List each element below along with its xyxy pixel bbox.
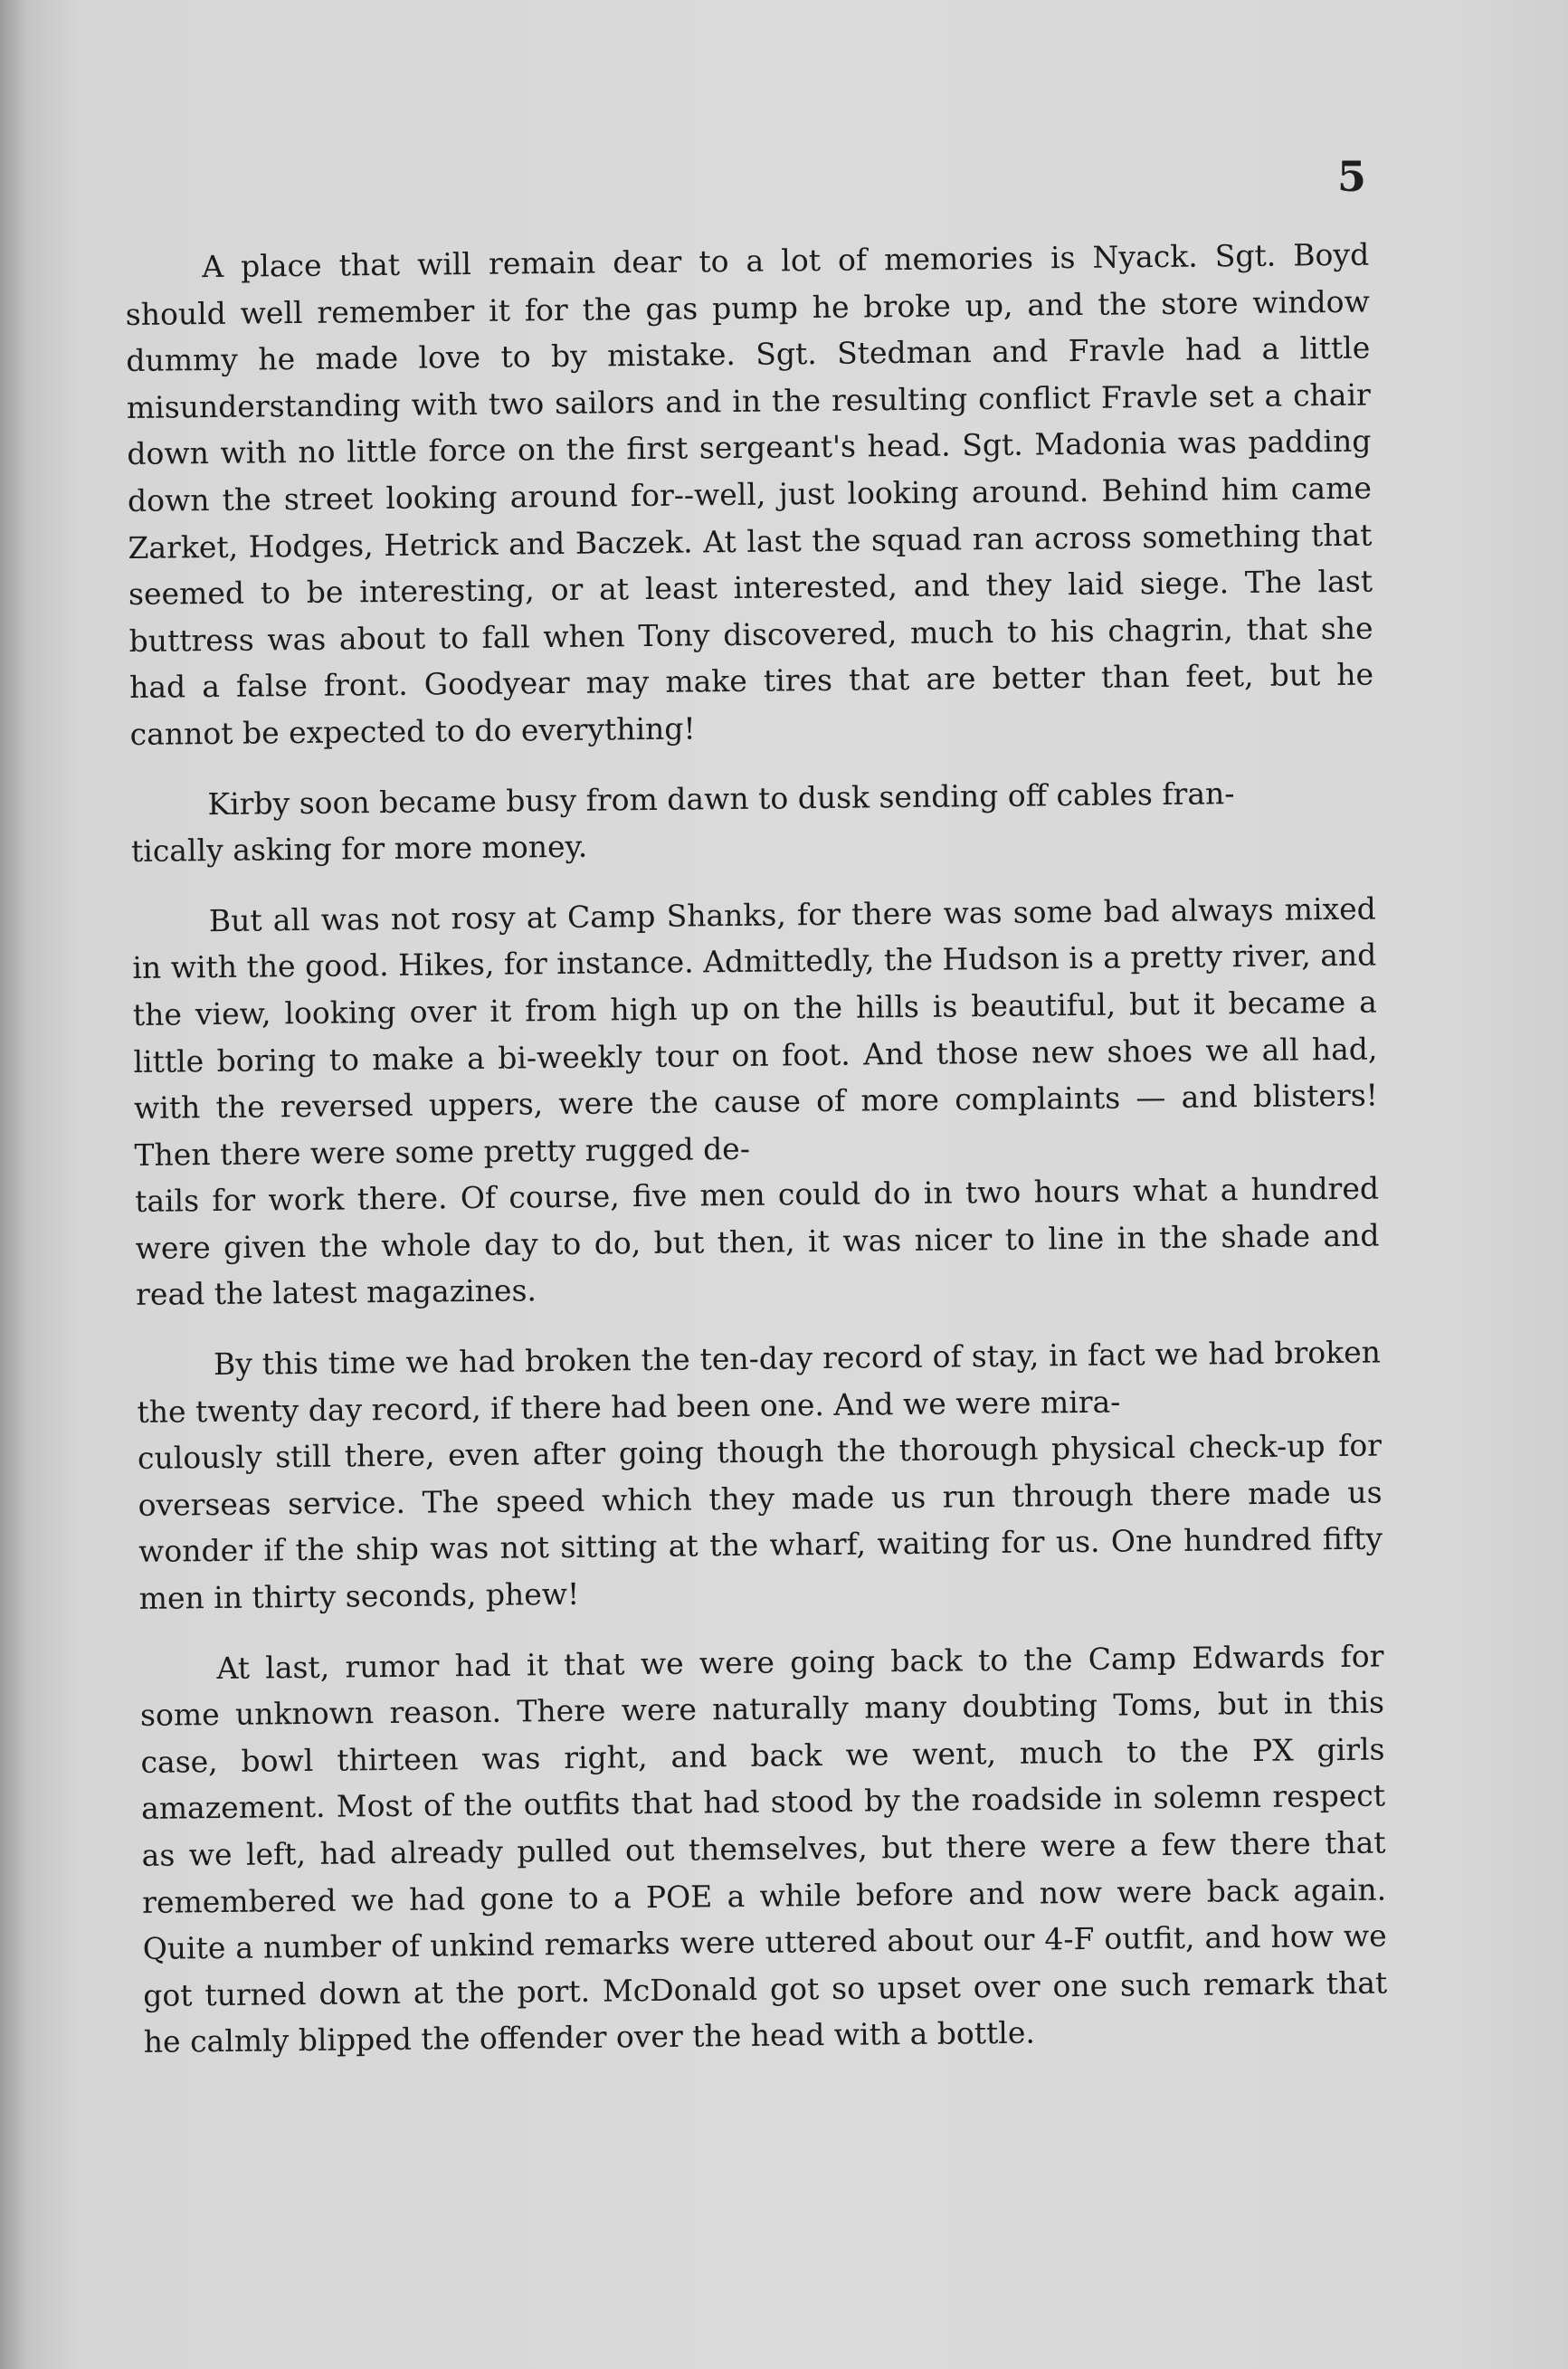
paragraph-record-stay: By this time we had broken the ten-day record of stay, in fact we had broken the twenty day record, if there had been one. And we were mira- culously still there, even after going though the thorough physical check-up for overseas service. The speed which they made us run through there made us wonder if the ship was not sitting at the wharf, waiting for us. One hundred fifty men in thirty seconds, phew! xyxy=(137,1334,1383,1616)
paragraph-nyack: A place that will remain dear to a lot of memories is Nyack. Sgt. Boyd should well remember it for the gas pump he broke up, and the store window dummy he made love to by mistake. Sgt. Stedman and Fravle had a little misunderstanding with two sailors and in the resulting conflict Fravle set a chair down with no little force on the first sergeant's head. Sgt. Madonia was padding down the street looking around for--well, just looking around. Behind him came Zarket, Hodges, Hetrick and Baczek. At last the squad ran across something that seemed to be interesting, or at least interested, and they laid siege. The last buttress was about to fall when Tony discovered, much to his chagrin, that she had a false front. Goodyear may make tires that are better than feet, but he cannot be expected to do everything! xyxy=(125,236,1374,752)
paragraph-kirby: Kirby soon became busy from dawn to dusk sending off cables fran- tically asking for more money. xyxy=(130,775,1235,870)
page-number: 5 xyxy=(1337,152,1367,201)
paragraph-camp-shanks: But all was not rosy at Camp Shanks, for there was some bad always mixed in with the good. Hikes, for instance. Admittedly, the Hudson is a pretty river, and the view, looking over it from high up on the hills is beautiful, but it became a little boring to make a bi-weekly tour on foot. And those new shoes we all had, with the reversed uppers, were the cause of more complaints — and blisters! Then there were some pretty rugged de- tails for work there. Of course, five men could do in two hours what a hundred were given the whole day to do, but then, it was nicer to line in the shade and read the latest magazines. xyxy=(132,890,1380,1313)
paragraph-camp-edwards: At last, rumor had it that we were going back to the Camp Edwards for some unknown reason. There were naturally many doubting Toms, but in this case, bowl thirteen was right, and back we went, much to the PX girls amazement. Most of the outfits that had stood by the roadside in solemn respect as we left, had already pulled out themselves, but there were a few there that remembered we had gone to a POE a while before and now were back again. Quite a number of unkind remarks were uttered about our 4-F outfit, and how we got turned down at the port. McDonald got so upset over one such remark that he calmly blipped the offender over the head with a bottle. xyxy=(139,1638,1388,2060)
body-text xyxy=(125,232,1388,2089)
